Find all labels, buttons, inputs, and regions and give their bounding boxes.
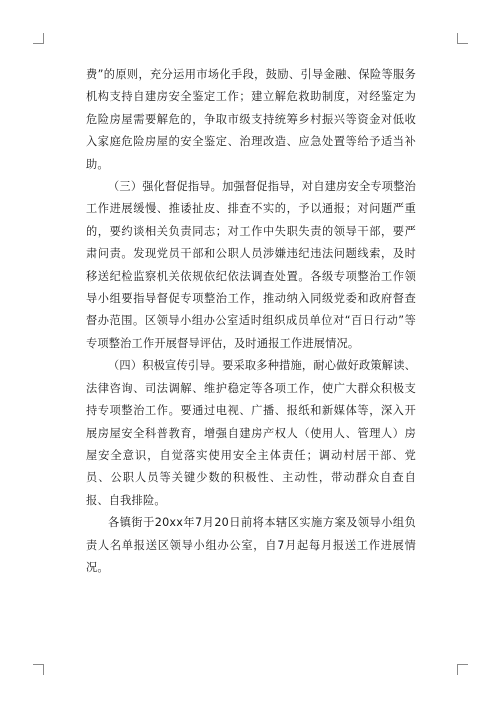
paragraph-subsidy: 费”的原则，充分运用市场化手段，鼓励、引导金融、保险等服务机构支持自建房安全鉴定工作；建立解危救助制度，对经鉴定为危险房屋需要解危的，争取市级支持统筹乡村振兴等资金对低收入家庭危险房屋的安全鉴定、治理改造、应急处置等给予适当补助。	[86, 68, 416, 171]
paragraph-deadline: 各镇街于20xx年7月20日前将本辖区实施方案及领导小组负责人名单报送区领导小组办公室，自7月起每月报送工作进展情况。	[86, 516, 416, 574]
paragraph-supervision: （三）强化督促指导。加强督促指导，对自建房安全专项整治工作进展缓慢、推诿扯皮、排查不实的，予以通报；对问题严重的，要约谈相关负责同志；对工作中失职失责的领导干部，要严肃问责。发现党员干部和公职人员涉嫌违纪违法问题线索，及时移送纪检监察机关依规依纪依法调查处置。各级专项整治工作领导小组要指导督促专项整治工作，推动纳入同级党委和政府督查督办范围。区领导小组办公室适时组织成员单位对“百日行动”等专项整治工作开展督导评估，及时通报工作进展情况。	[86, 180, 416, 350]
crop-mark-bottom-left	[33, 664, 44, 675]
crop-mark-top-left	[33, 33, 44, 44]
paragraph-publicity: （四）积极宣传引导。要采取多种措施，耐心做好政策解读、法律咨询、司法调解、维护稳定等各项工作，使广大群众积极支持专项整治工作。要通过电视、广播、报纸和新媒体等，深入开展房屋安全科普教育，增强自建房产权人（使用人、管理人）房屋安全意识，自觉落实使用安全主体责任；调动村居干部、党员、公职人员等关键少数的积极性、主动性，带动群众自查自报、自我排险。	[86, 359, 416, 507]
crop-mark-top-right	[457, 33, 468, 44]
crop-mark-bottom-right	[457, 664, 468, 675]
document-body	[86, 64, 416, 579]
